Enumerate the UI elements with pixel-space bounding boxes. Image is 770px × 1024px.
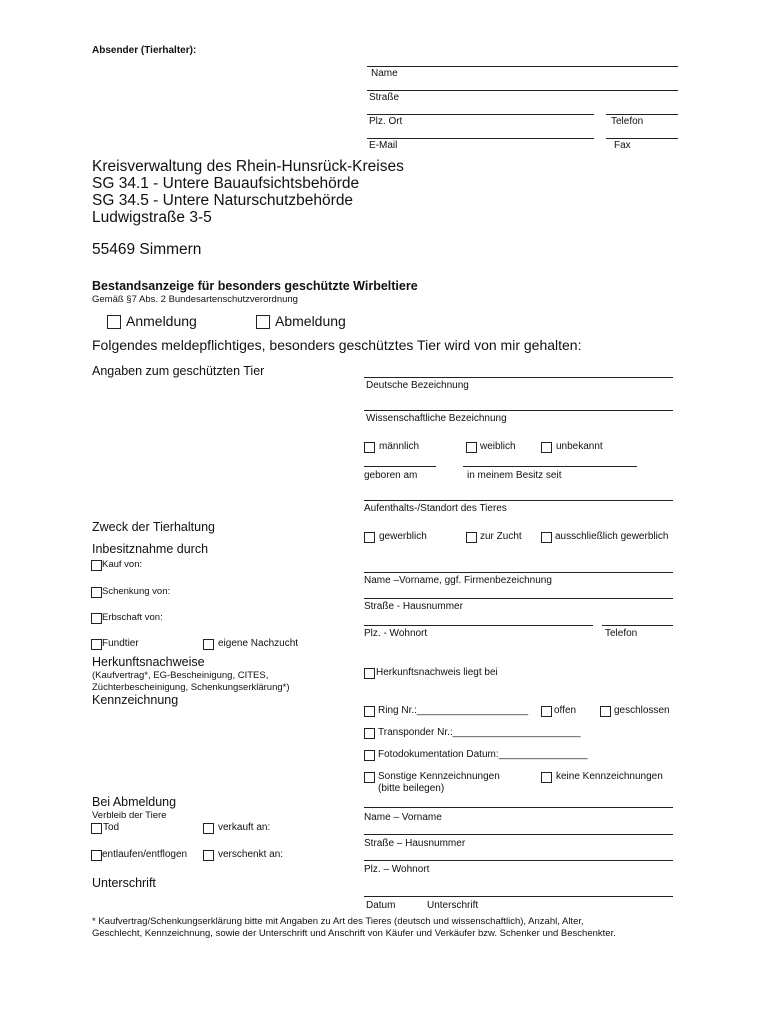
escaped-label: entlaufen/entflogen [102, 849, 188, 860]
acq-phone-line[interactable] [602, 625, 673, 626]
origin-enclosed-checkbox[interactable] [364, 668, 375, 679]
recipient-line1: Kreisverwaltung des Rhein-Hunsrück-Kreises [92, 158, 404, 175]
male-label: männlich [379, 441, 420, 452]
sender-fax-label: Fax [614, 140, 631, 151]
gifted-label: verschenkt an: [218, 849, 284, 860]
animal-heading: Angaben zum geschützten Tier [92, 364, 265, 378]
acq-name-label: Name –Vorname, ggf. Firmenbezeichnung [364, 575, 552, 586]
signature-label: Unterschrift [427, 900, 479, 911]
anmeldung-checkbox[interactable] [107, 315, 121, 329]
exclusively-commercial-checkbox[interactable] [541, 532, 552, 543]
sender-city-label: Plz. Ort [369, 116, 403, 127]
dereg-city-label: Plz. – Wohnort [364, 864, 430, 875]
commercial-checkbox[interactable] [364, 532, 375, 543]
no-marking-checkbox[interactable] [541, 772, 552, 783]
scientific-name-line[interactable] [364, 410, 673, 411]
anmeldung-label: Anmeldung [126, 313, 197, 329]
footnote-line2: Geschlecht, Kennzeichnung, sowie der Unterschrift und Anschrift von Käufer und Verkäufer bzw. Schenker und Beschenkter. [92, 928, 616, 939]
recipient-city: 55469 Simmern [92, 241, 202, 258]
exclusively-commercial-label: ausschließlich gewerblich [555, 531, 669, 542]
dereg-street-line[interactable] [364, 834, 673, 835]
commercial-label: gewerblich [379, 531, 427, 542]
female-checkbox[interactable] [466, 442, 477, 453]
photo-label: Fotodokumentation Datum:________________ [378, 749, 588, 760]
acq-phone-label: Telefon [605, 628, 638, 639]
born-line[interactable] [364, 466, 436, 467]
ring-checkbox[interactable] [364, 706, 375, 717]
sender-street-line[interactable] [367, 90, 678, 91]
gift-label: Schenkung von: [102, 586, 171, 597]
sender-email-line[interactable] [367, 138, 594, 139]
sender-phone-label: Telefon [611, 116, 644, 127]
dead-label: Tod [103, 822, 120, 833]
date-label: Datum [366, 900, 396, 911]
owned-since-line[interactable] [463, 466, 637, 467]
transponder-checkbox[interactable] [364, 728, 375, 739]
form-intro: Folgendes meldepflichtiges, besonders geschütztes Tier wird von mir gehalten: [92, 337, 582, 353]
closed-label: geschlossen [614, 705, 670, 716]
female-label: weiblich [480, 441, 516, 452]
acq-street-label: Straße - Hausnummer [364, 601, 463, 612]
origin-heading: Herkunftsnachweise [92, 655, 205, 669]
open-label: offen [554, 705, 577, 716]
origin-note2: Züchterbescheinigung, Schenkungserklärung*) [92, 682, 290, 693]
recipient-line4: Ludwigstraße 3-5 [92, 209, 212, 226]
closed-checkbox[interactable] [600, 706, 611, 717]
breeding-label: zur Zucht [480, 531, 522, 542]
abmeldung-checkbox[interactable] [256, 315, 270, 329]
inheritance-checkbox[interactable] [91, 613, 102, 624]
unknown-label: unbekannt [556, 441, 603, 452]
location-line[interactable] [364, 500, 673, 501]
sender-email-label: E-Mail [369, 140, 398, 151]
purpose-heading: Zweck der Tierhaltung [92, 520, 215, 534]
acq-street-line[interactable] [364, 598, 673, 599]
signature-heading: Unterschrift [92, 876, 156, 890]
male-checkbox[interactable] [364, 442, 375, 453]
found-label: Fundtier [102, 638, 139, 649]
sender-phone-line[interactable] [606, 114, 678, 115]
origin-note1: (Kaufvertrag*, EG-Bescheinigung, CITES, [92, 670, 269, 681]
german-name-line[interactable] [364, 377, 673, 378]
dereg-name-line[interactable] [364, 807, 673, 808]
photo-checkbox[interactable] [364, 750, 375, 761]
dereg-street-label: Straße – Hausnummer [364, 838, 466, 849]
dereg-city-line[interactable] [364, 860, 673, 861]
recipient-line3: SG 34.5 - Untere Naturschutzbehörde [92, 192, 354, 209]
dereg-heading: Bei Abmeldung [92, 795, 177, 809]
dead-checkbox[interactable] [91, 823, 102, 834]
dereg-name-label: Name – Vorname [364, 812, 442, 823]
signature-line[interactable] [364, 896, 673, 897]
sender-fax-line[interactable] [606, 138, 678, 139]
scientific-name-label: Wissenschaftliche Bezeichnung [366, 413, 507, 424]
form-subtitle: Gemäß §7 Abs. 2 Bundesartenschutzverordnung [92, 294, 298, 305]
sender-street-label: Straße [369, 92, 400, 103]
sender-title: Absender (Tierhalter): [92, 45, 197, 56]
no-marking-label: keine Kennzeichnungen [556, 771, 663, 782]
other-marking-label: Sonstige Kennzeichnungen [378, 771, 500, 782]
gift-checkbox[interactable] [91, 587, 102, 598]
owned-since-label: in meinem Besitz seit [467, 470, 562, 481]
sender-city-line[interactable] [367, 114, 594, 115]
inheritance-label: Erbschaft von: [102, 612, 163, 623]
open-checkbox[interactable] [541, 706, 552, 717]
other-marking-note: (bitte beilegen) [378, 783, 445, 794]
own-breeding-checkbox[interactable] [203, 639, 214, 650]
form-title: Bestandsanzeige für besonders geschützte Wirbeltiere [92, 279, 418, 293]
acq-city-line[interactable] [364, 625, 593, 626]
ring-label: Ring Nr.:____________________ [378, 705, 529, 716]
abmeldung-label: Abmeldung [275, 313, 346, 329]
sender-name-label: Name [371, 68, 398, 79]
german-name-label: Deutsche Bezeichnung [366, 380, 469, 391]
footnote-line1: * Kaufvertrag/Schenkungserklärung bitte mit Angaben zu Art des Tieres (deutsch und wissenschaftlich), Anzahl, Alter, [92, 916, 584, 927]
marking-heading: Kennzeichnung [92, 693, 179, 707]
found-checkbox[interactable] [91, 639, 102, 650]
purchase-checkbox[interactable] [91, 560, 102, 571]
sender-name-line[interactable] [367, 66, 678, 67]
purchase-label: Kauf von: [102, 559, 143, 570]
acq-city-label: Plz. - Wohnort [364, 628, 428, 639]
breeding-checkbox[interactable] [466, 532, 477, 543]
unknown-checkbox[interactable] [541, 442, 552, 453]
recipient-line2: SG 34.1 - Untere Bauaufsichtsbehörde [92, 175, 360, 192]
acq-name-line[interactable] [364, 572, 673, 573]
escaped-checkbox[interactable] [91, 850, 102, 861]
whereabouts-label: Verbleib der Tiere [92, 810, 167, 821]
born-label: geboren am [364, 470, 418, 481]
gifted-checkbox[interactable] [203, 850, 214, 861]
acquisition-heading: Inbesitznahme durch [92, 542, 209, 556]
own-breeding-label: eigene Nachzucht [218, 638, 299, 649]
origin-enclosed-label: Herkunftsnachweis liegt bei [376, 667, 498, 678]
other-marking-checkbox[interactable] [364, 772, 375, 783]
transponder-label: Transponder Nr.:_______________________ [378, 727, 581, 738]
location-label: Aufenthalts-/Standort des Tieres [364, 503, 507, 514]
sold-label: verkauft an: [218, 822, 271, 833]
sold-checkbox[interactable] [203, 823, 214, 834]
